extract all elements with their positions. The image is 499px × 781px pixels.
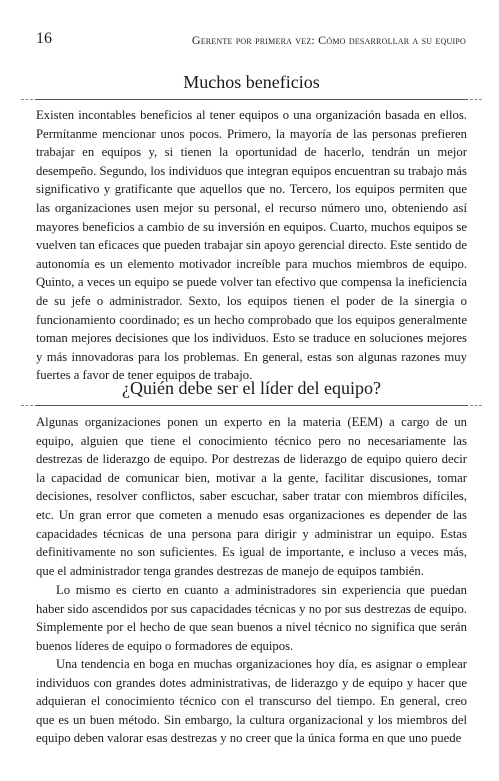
section-heading-leader: ¿Quién debe ser el líder del equipo? — [122, 378, 381, 398]
paragraph-leader-3: Una tendencia en boga en muchas organizaciones hoy día, es asignar o emplear individuos con grandes dotes administrativas, de liderazgo y de equipo y hacer que adquieran el conocimiento técnico con el transcurso del tiempo. En general, creo que es un buen método. Sin embargo, la cultura organizacional y los miembros del equipo deben valorar esas destrezas y no creer que la única forma en que uno puede — [36, 657, 467, 746]
page-number: 16 — [36, 30, 52, 47]
running-header: Gerente por primera vez: Cómo desarrollar a su equipo — [191, 33, 466, 47]
paragraph-leader-1: Algunas organizaciones ponen un experto en la materia (EEM) a cargo de un equipo, alguien que tiene el conocimiento técnico pero no necesariamente las destrezas de liderazgo de equipo. Por destrezas de liderazgo de equipo quiero decir la capacidad de comunicar bien, motivar a la gente, facilitar discusiones, tomar decisiones, resolver conflictos, saber escuchar, saber tratar con miembros difíciles, etc. Un gran error que cometen a menudo esas organizaciones es depender de las capacidades técnicas de una persona para dirigir y administrar un equipo. Estas definitivamente no son suficientes. Es igual de importante, e incluso a veces más, que el administrador tenga grandes destrezas de manejo de equipos también. — [36, 415, 467, 578]
paragraph-benefits: Existen incontables beneficios al tener equipos o una organización basada en ellos. Permítanme mencionar unos pocos. Primero, la mayoría de las personas prefieren trabajar en equipos y, si tienen la oportunidad de hacerlo, tendrán un mejor desempeño. Segundo, los individuos que integran equipos encuentran su trabajo más significativo y gratificante que aquellos que no. Tercero, los equipos permiten que las organizaciones usen mejor su personal, el recurso número uno, obteniendo así mayores beneficios a cambio de su inversión en equipos. Cuarto, muchos equipos se vuelven tan eficaces que pueden trabajar sin apoyo gerencial directo. Este sentido de autonomía es un elemento motivador increíble para muchos miembros de equipo. Quinto, a veces un equipo se puede volver tan efectivo que compensa la ineficiencia de su jefe o administrador. Sexto, los equipos tienen el poder de la sinergia o funcionamiento coordinado; es un hecho comprobado que los equipos generalmente toman mejores decisiones que los individuos. Esto se traduce en soluciones mejores y más innovadoras para los problemas. En general, estas son algunas razones muy fuertes a favor de tener equipos de trabajo. — [36, 108, 467, 383]
section-heading-benefits: Muchos beneficios — [183, 72, 320, 92]
section-rule — [35, 99, 468, 100]
section-rule — [35, 405, 468, 406]
paragraph-leader-2: Lo mismo es cierto en cuanto a administradores sin experiencia que puedan haber sido ascendidos por sus capacidades técnicas y no por sus destrezas de equipo. Simplemente por el hecho de que sean buenos a nivel técnico no significa que serán buenos líderes de equipo o formadores de equipos. — [36, 583, 467, 653]
